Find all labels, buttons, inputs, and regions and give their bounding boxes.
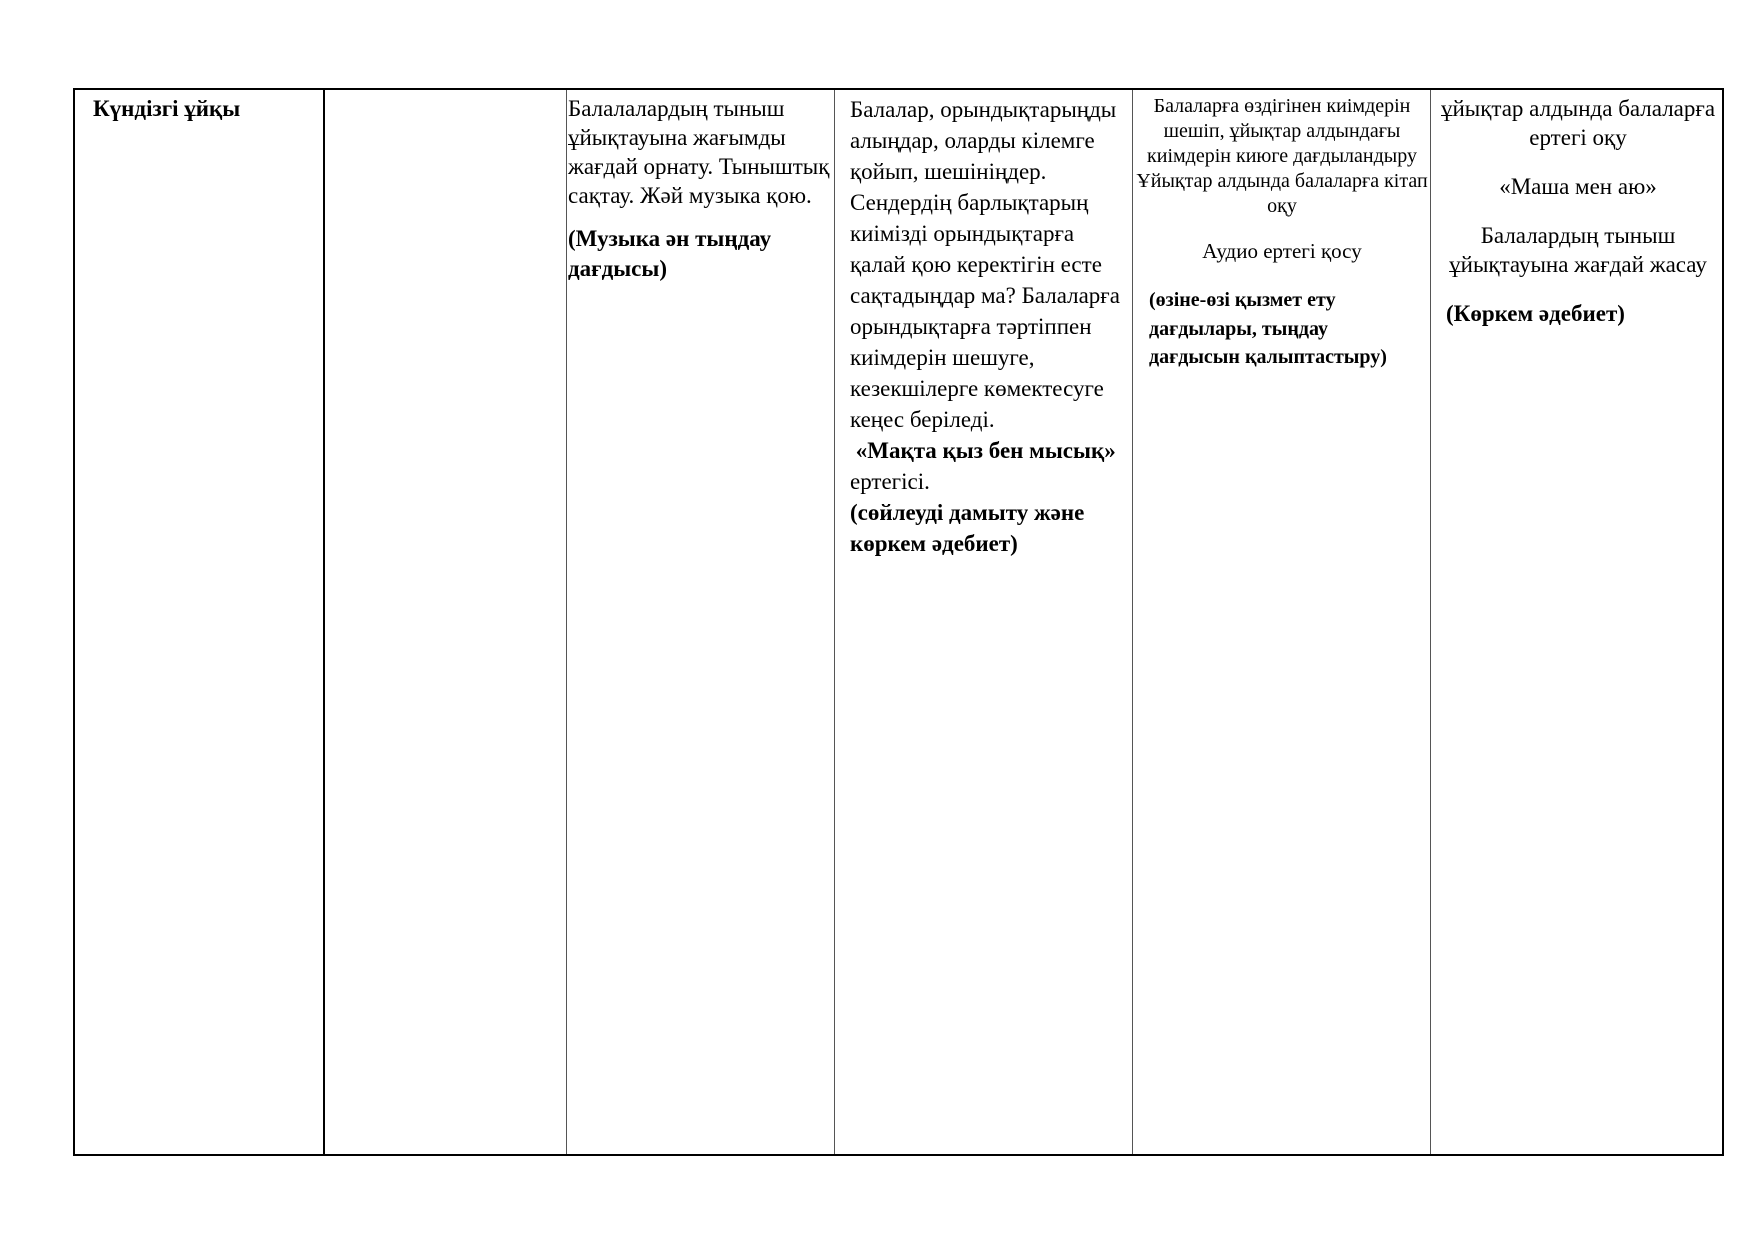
tuesday-skill: (сөйлеуді дамыту және көркем әдебиет) bbox=[850, 500, 1085, 556]
monday-text: Балалалардың тыныш ұйықтауына жағымды жағдай орнату. Тыныштық сақтау. Жәй музыка қою. bbox=[568, 96, 830, 208]
wednesday-skill: (өзіне-өзі қызмет ету дағдылары, тыңдау дағдысын қалыптастыру) bbox=[1149, 289, 1387, 368]
row-title-cell bbox=[75, 90, 323, 1154]
tuesday-text: Балалар, орындықтарыңды алыңдар, оларды кілемге қойып, шешініңдер. Сендердің барлықтарың киімізді орындықтарға қалай қою керектігін есте сақтадыңдар ма? Балаларға орындықтарға тәртіппен киімдерін шешуге, кезекшілерге көмектесуге кеңес беріледі. bbox=[850, 97, 1120, 432]
tuesday-cell bbox=[834, 90, 1132, 1154]
schedule-table bbox=[73, 88, 1724, 1156]
monday-cell bbox=[566, 90, 834, 1154]
wednesday-audio: Аудио ертегі қосу bbox=[1202, 239, 1362, 263]
wednesday-text: Балаларға өздігінен киімдерін шешіп, ұйықтар алдындағы киімдерін киюге дағдыландыру Ұйықтар алдында балаларға кітап оқу bbox=[1136, 95, 1428, 217]
row-title: Күндізгі ұйқы bbox=[93, 96, 241, 121]
tale-suffix: ертегісі. bbox=[850, 469, 930, 494]
thursday-tale: «Маша мен аю» bbox=[1499, 174, 1657, 199]
thursday-cell bbox=[1430, 90, 1724, 1154]
monday-skill: (Музыка ән тыңдау дағдысы) bbox=[568, 226, 772, 281]
thursday-line1: ұйықтар алдында балаларға ертегі оқу bbox=[1440, 96, 1716, 150]
tuesday-tale bbox=[850, 435, 1130, 497]
thursday-skill: (Көркем әдебиет) bbox=[1446, 301, 1625, 326]
thursday-line2: Балалардың тыныш ұйықтауына жағдай жасау bbox=[1449, 223, 1707, 277]
wednesday-cell bbox=[1132, 90, 1430, 1154]
empty-cell bbox=[323, 90, 566, 1154]
tale-title: «Мақта қыз бен мысық» bbox=[855, 438, 1116, 463]
